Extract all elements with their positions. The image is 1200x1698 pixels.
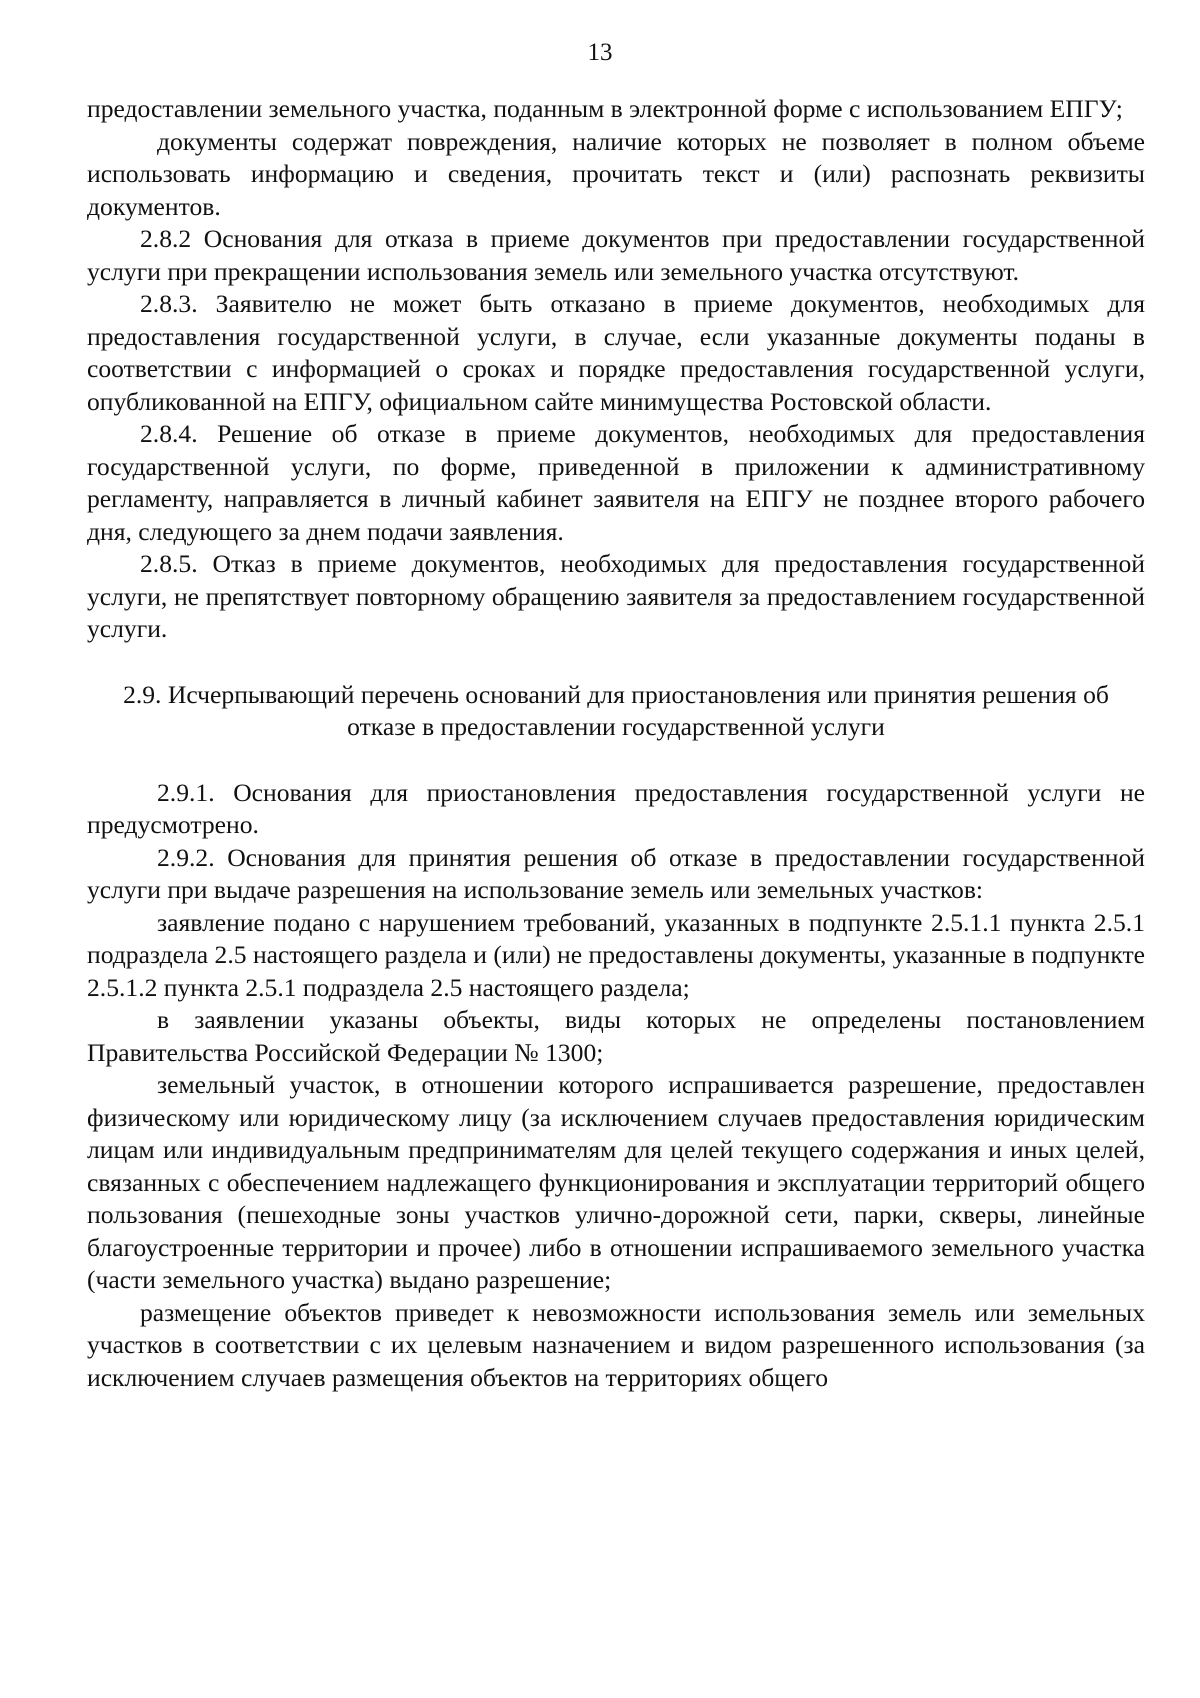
list-item: земельный участок, в отношении которого испрашивается разрешение, предоставлен физическому или юридическому лицу (за исключением случаев предоставления юридическим лицам или индивидуальным предпринимателям для целей текущего содержания и иных целей, связанных с обеспечением надлежащего функционирования и эксплуатации территорий общего пользования (пешеходные зоны участков улично-дорожной сети, парки, скверы, линейные благоустроенные территории и прочее) либо в отношении испрашиваемого земельного участка (части земельного участка) выдано разрешение; [87,1070,1145,1294]
paragraph-2-8-4: 2.8.4. Решение об отказе в приеме документов, необходимых для предоставления государственной услуги, по форме, приведенной в приложении к административному регламенту, направляется в личный кабинет заявителя на ЕПГУ не позднее второго рабочего дня, следующего за днем подачи заявления. [87,419,1145,546]
page-number: 13 [587,39,613,66]
paragraph: предоставлении земельного участка, поданным в электронной форме с использованием ЕПГУ; [87,94,1123,123]
list-item: заявление подано с нарушением требований, указанных в подпункте 2.5.1.1 пункта 2.5.1 подраздела 2.5 настоящего раздела и (или) не предоставлены документы, указанные в подпункте 2.5.1.2 пункта 2.5.1 подраздела 2.5 настоящего раздела; [87,907,1145,1002]
list-item: размещение объектов приведет к невозможности использования земель или земельных участков в соответствии с их целевым назначением и видом разрешенного использования (за исключением случаев размещения объектов на территориях общего [87,1297,1145,1392]
section-heading: 2.9. Исчерпывающий перечень оснований для приостановления или принятия решения об отказе в предоставлении государственной услуги [123,679,1109,741]
paragraph-2-8-2: 2.8.2 Основания для отказа в приеме документов при предоставлении государственной услуги при прекращении использования земель или земельного участка отсутствуют. [87,224,1145,286]
paragraph-2-8-5: 2.8.5. Отказ в приеме документов, необходимых для предоставления государственной услуги, не препятствует повторному обращению заявителя за предоставлением государственной услуги. [87,549,1145,643]
paragraph: документы содержат повреждения, наличие которых не позволяет в полном объеме использовать информацию и сведения, прочитать текст и (или) распознать реквизиты документов. [87,126,1145,221]
paragraph-2-9-2: 2.9.2. Основания для принятия решения об отказе в предоставлении государственной услуги при выдаче разрешения на использование земель или земельных участков: [87,842,1145,904]
paragraph-2-9-1: 2.9.1. Основания для приостановления предоставления государственной услуги не предусмотрено. [87,777,1145,839]
list-item: в заявлении указаны объекты, виды которых не определены постановлением Правительства Российской Федерации № 1300; [87,1005,1145,1067]
paragraph-2-8-3: 2.8.3. Заявителю не может быть отказано в приеме документов, необходимых для предоставления государственной услуги, в случае, если указанные документы поданы в соответствии с информацией о сроках и порядке предоставления государственной услуги, опубликованной на ЕПГУ, официальном сайте минимущества Ростовской области. [87,289,1145,416]
document-body [87,93,1145,1394]
